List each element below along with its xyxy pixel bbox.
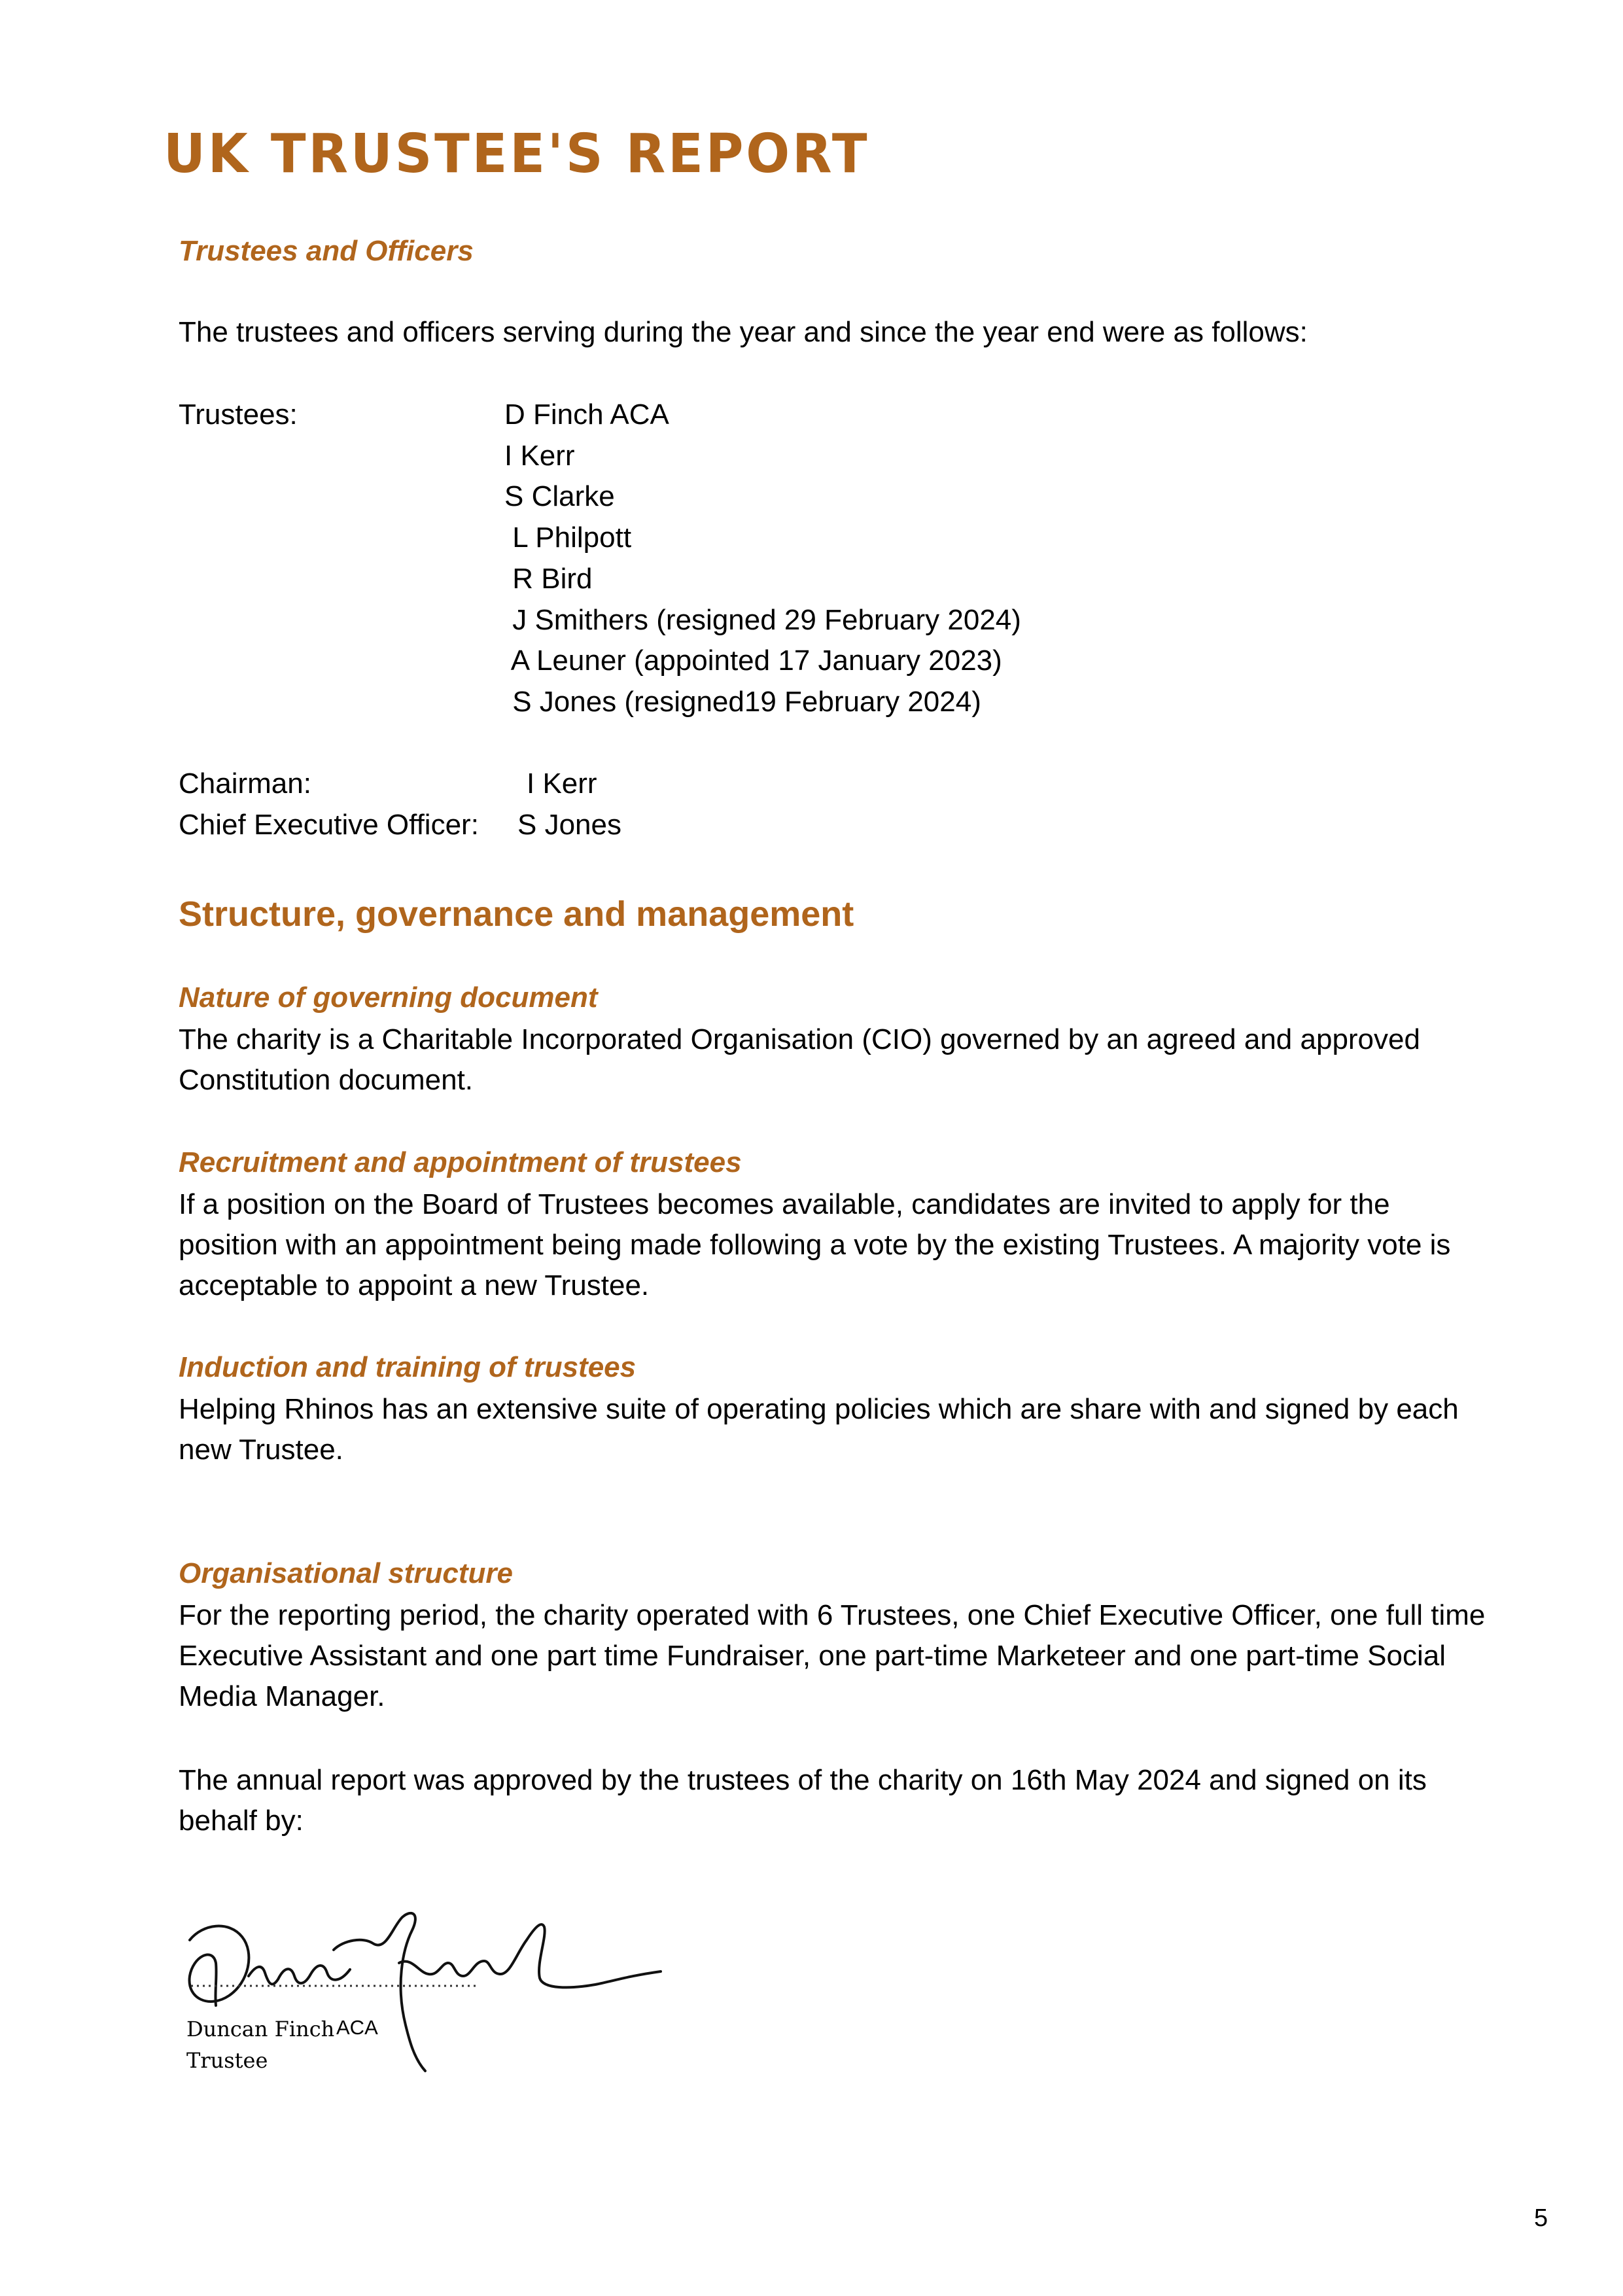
chairman-label: Chairman: <box>179 768 311 800</box>
signatory-role: Trustee <box>186 2048 268 2073</box>
officers-intro: The trustees and officers serving during the year and since the year end were as follows: <box>179 316 1308 348</box>
ceo-label: Chief Executive Officer: <box>179 809 479 841</box>
trustee-item: L Philpott <box>504 521 632 554</box>
org-structure-text: For the reporting period, the charity operated with 6 Trustees, one Chief Executive Officer, one full time Executive Assistant and one part time Fundraiser, one part-time Marketeer and one part-time Social Media Manager. <box>179 1599 1486 1712</box>
signatory-name: Duncan Finch <box>186 2017 335 2041</box>
recruitment-text: If a position on the Board of Trustees becomes available, candidates are invited to apply for the position with an appointment being made following a vote by the existing Trustees. A majority vote is acceptable to appoint a new Trustee. <box>179 1188 1451 1301</box>
recruitment-heading: Recruitment and appointment of trustees <box>179 1146 742 1178</box>
induction-text: Helping Rhinos has an extensive suite of operating policies which are share with and signed by each new Trustee. <box>179 1393 1459 1466</box>
governance-heading: Structure, governance and management <box>179 894 854 934</box>
trustee-item: S Clarke <box>504 480 615 513</box>
ceo-name: S Jones <box>517 809 621 841</box>
trustee-item: D Finch ACA <box>504 398 669 431</box>
trustees-officers-heading: Trustees and Officers <box>179 235 474 267</box>
trustee-item: I Kerr <box>504 439 575 472</box>
approval-text: The annual report was approved by the trustees of the charity on 16th May 2024 and signed on its behalf by: <box>179 1764 1427 1837</box>
trustee-item: A Leuner (appointed 17 January 2023) <box>504 645 1002 677</box>
trustee-item: S Jones (resigned19 February 2024) <box>504 685 981 718</box>
trustees-label: Trustees: <box>179 398 298 431</box>
trustee-list <box>504 395 1021 723</box>
page-number: 5 <box>1534 2204 1548 2232</box>
nature-text: The charity is a Charitable Incorporated Organisation (CIO) governed by an agreed and approved Constitution document. <box>179 1023 1420 1096</box>
nature-heading: Nature of governing document <box>179 981 598 1014</box>
chairman-name: I Kerr <box>527 768 597 800</box>
page-title: UK TRUSTEE'S REPORT <box>164 123 870 185</box>
induction-heading: Induction and training of trustees <box>179 1351 637 1383</box>
signatory-qualification: ACA <box>336 2016 378 2039</box>
trustee-item: R Bird <box>504 562 593 595</box>
trustee-item: J Smithers (resigned 29 February 2024) <box>504 603 1021 636</box>
org-structure-heading: Organisational structure <box>179 1557 514 1589</box>
